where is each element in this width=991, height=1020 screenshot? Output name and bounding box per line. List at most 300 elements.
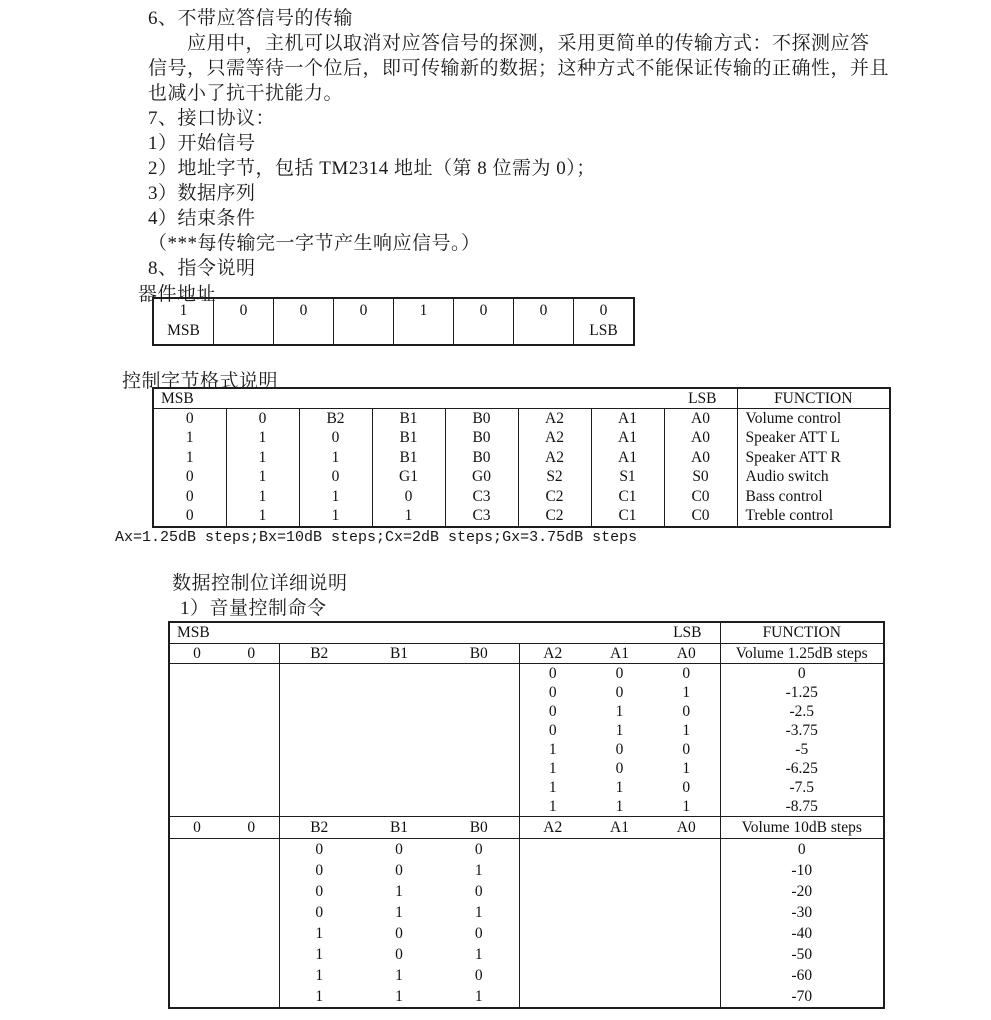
bit-cell: B0 <box>445 409 518 429</box>
bit-cell <box>279 740 359 759</box>
bit-cell: 0 <box>653 664 720 684</box>
bit-cell <box>224 683 279 702</box>
control-format-table <box>152 387 891 528</box>
table-row <box>169 839 884 861</box>
bit-cell: 0 <box>548 664 557 682</box>
bit-cell: 1 <box>226 429 299 449</box>
msb-lsb-wrap <box>154 390 737 408</box>
table-row <box>153 448 890 468</box>
bit-cell: A0 <box>664 409 737 429</box>
bit-cell: 0 <box>439 881 519 902</box>
bit-cell: 1 <box>395 966 403 984</box>
bit-cell: 0 <box>615 759 624 777</box>
bit-cell: S0 <box>664 468 737 488</box>
device-address-table <box>152 297 635 346</box>
bit-cell: 1 <box>615 797 624 815</box>
function-cell: Bass control <box>737 487 890 507</box>
bit-cell: 0 <box>315 903 324 921</box>
bit-cell: 1 <box>395 987 403 1005</box>
bit-cell: 1 <box>315 945 324 963</box>
bit-cell <box>519 839 586 861</box>
bit-position-label: LSB <box>589 322 618 339</box>
bit-value: 0 <box>299 302 308 319</box>
bit-cell: 1 <box>548 797 557 815</box>
bit-cell <box>586 944 653 965</box>
device-address-title: 器件地址 <box>138 284 217 305</box>
bit-label-row <box>169 644 884 664</box>
bit-cell <box>439 797 519 817</box>
detail-title: 数据控制位详细说明 <box>172 573 348 594</box>
table-row <box>169 759 884 778</box>
table-row <box>153 409 890 429</box>
bit-label-cell: B2 <box>279 644 359 664</box>
bit-cell: C2 <box>518 487 591 507</box>
bit-cell: 0 <box>548 683 557 701</box>
volume-control-table <box>168 621 885 1009</box>
bit-cell: 0 <box>653 778 720 797</box>
bit-cell <box>224 702 279 721</box>
msb-label: MSB <box>177 624 210 641</box>
bit-label-cell: 0 <box>169 644 224 664</box>
table-row <box>169 721 884 740</box>
bit-cell <box>224 839 279 861</box>
bit-cell <box>574 298 635 345</box>
bit-cell: 0 <box>653 740 720 759</box>
control-format-title: 控制字节格式说明 <box>122 371 279 392</box>
bit-cell <box>653 965 720 986</box>
bit-label-cell: A1 <box>586 817 653 839</box>
function-cell: -8.75 <box>720 797 884 817</box>
bit-cell <box>169 759 224 778</box>
bit-cell: 1 <box>395 903 403 921</box>
bit-cell <box>439 721 519 740</box>
function-cell: -70 <box>720 986 884 1008</box>
bit-cell: 1 <box>315 924 324 942</box>
bit-cell: 0 <box>615 664 624 682</box>
table-header-row <box>153 388 890 409</box>
bit-cell: 0 <box>548 721 557 739</box>
lsb-label: LSB <box>673 624 702 641</box>
bit-cell: 1 <box>299 487 372 507</box>
bit-cell <box>439 778 519 797</box>
msb-lsb-header-cell <box>169 622 720 644</box>
bit-cell: 0 <box>372 487 445 507</box>
bit-cell: 0 <box>653 702 720 721</box>
bit-cell <box>224 778 279 797</box>
bit-cell <box>519 860 586 881</box>
bit-cell <box>214 298 274 345</box>
function-label-cell: Volume 10dB steps <box>720 817 884 839</box>
bit-cell <box>169 839 224 861</box>
bit-cell: B1 <box>372 409 445 429</box>
bit-cell: 1 <box>615 721 624 739</box>
bit-cell: 1 <box>615 778 624 796</box>
bit-cell: 0 <box>153 487 226 507</box>
bit-cell <box>359 778 439 797</box>
bit-cell: 1 <box>653 683 720 702</box>
bit-cell <box>439 683 519 702</box>
bit-cell <box>586 965 653 986</box>
body-text <box>148 6 889 281</box>
bit-cell: A1 <box>591 409 664 429</box>
bit-cell: C1 <box>591 487 664 507</box>
bit-label-row <box>169 817 884 839</box>
steps-footnote: Ax=1.25dB steps;Bx=10dB steps;Cx=2dB steps;Gx=3.75dB steps <box>115 529 638 546</box>
bit-cell <box>359 683 439 702</box>
bit-cell <box>279 683 359 702</box>
text-line: 2）地址字节，包括 TM2314 地址（第 8 位需为 0）； <box>148 158 596 179</box>
bit-cell <box>653 986 720 1008</box>
bit-cell <box>653 860 720 881</box>
bit-cell: 1 <box>315 966 324 984</box>
bit-cell <box>169 902 224 923</box>
function-cell: -1.25 <box>720 683 884 702</box>
text-line: 7、接口协议： <box>148 108 276 129</box>
bit-label-cell: B0 <box>439 644 519 664</box>
control-format-body <box>153 388 890 527</box>
function-cell: 0 <box>720 839 884 861</box>
bit-cell <box>519 902 586 923</box>
bit-cell: 1 <box>395 882 403 900</box>
detail-subtitle: 1）音量控制命令 <box>180 598 327 619</box>
bit-cell: 1 <box>299 448 372 468</box>
bit-cell: 1 <box>299 507 372 528</box>
bit-cell: 0 <box>299 429 372 449</box>
bit-cell: 1 <box>439 902 519 923</box>
bit-position-label <box>214 321 273 342</box>
bit-cell <box>169 778 224 797</box>
function-cell: -2.5 <box>720 702 884 721</box>
bit-cell <box>224 759 279 778</box>
bit-label-cell: A2 <box>519 817 586 839</box>
bit-cell <box>439 740 519 759</box>
function-cell: Speaker ATT R <box>737 448 890 468</box>
bit-cell <box>653 944 720 965</box>
table-row <box>169 702 884 721</box>
function-cell: Audio switch <box>737 468 890 488</box>
text-line: 6、不带应答信号的传输 <box>148 8 354 29</box>
function-cell: -50 <box>720 944 884 965</box>
bit-cell <box>169 923 224 944</box>
table-row <box>169 902 884 923</box>
bit-cell <box>653 902 720 923</box>
bit-cell <box>224 797 279 817</box>
bit-cell <box>454 298 514 345</box>
function-cell: -40 <box>720 923 884 944</box>
bit-cell <box>169 944 224 965</box>
bit-cell: B2 <box>299 409 372 429</box>
bit-value: 0 <box>599 302 608 319</box>
bit-cell <box>279 721 359 740</box>
bit-cell: 0 <box>315 861 324 879</box>
function-cell: 0 <box>720 664 884 684</box>
bit-cell: 1 <box>153 429 226 449</box>
bit-cell: G1 <box>372 468 445 488</box>
device-address-body <box>153 298 634 345</box>
bit-cell <box>169 965 224 986</box>
function-cell: -5 <box>720 740 884 759</box>
bit-cell: 0 <box>548 702 557 720</box>
bit-cell: 0 <box>395 924 403 942</box>
bit-cell: 1 <box>315 987 324 1005</box>
table-row <box>169 965 884 986</box>
bit-cell: B0 <box>445 448 518 468</box>
function-cell: -7.5 <box>720 778 884 797</box>
bit-cell: 0 <box>439 923 519 944</box>
bit-position-label <box>454 321 513 342</box>
bit-cell: A0 <box>664 448 737 468</box>
bit-value: 0 <box>479 302 488 319</box>
bit-label-cell: 0 <box>169 817 224 839</box>
bit-cell <box>359 702 439 721</box>
bit-cell <box>359 721 439 740</box>
msb-lsb-header-cell <box>153 388 737 409</box>
bit-label-cell: 0 <box>224 817 279 839</box>
bit-cell <box>169 683 224 702</box>
bit-cell <box>359 740 439 759</box>
table-row <box>169 797 884 817</box>
function-cell: -60 <box>720 965 884 986</box>
function-label-cell: Volume 1.25dB steps <box>720 644 884 664</box>
function-cell: Speaker ATT L <box>737 429 890 449</box>
bit-cell <box>224 881 279 902</box>
bit-cell: 0 <box>226 409 299 429</box>
table-row <box>153 507 890 528</box>
table-row <box>169 740 884 759</box>
bit-cell: 1 <box>226 468 299 488</box>
bit-cell <box>519 986 586 1008</box>
msb-label: MSB <box>161 389 194 407</box>
bit-cell: 0 <box>153 468 226 488</box>
bit-cell: B1 <box>372 448 445 468</box>
bit-cell: C0 <box>664 487 737 507</box>
bit-cell <box>519 881 586 902</box>
bit-cell <box>169 860 224 881</box>
bit-cell <box>224 664 279 684</box>
bit-cell <box>394 298 454 345</box>
bit-cell <box>169 721 224 740</box>
text-line: 1）开始信号 <box>148 133 256 154</box>
bit-cell <box>514 298 574 345</box>
bit-cell: 0 <box>395 861 403 879</box>
bit-cell: A0 <box>664 429 737 449</box>
table-row <box>169 881 884 902</box>
bit-value: 1 <box>179 302 188 319</box>
bit-cell <box>169 740 224 759</box>
bit-cell <box>279 778 359 797</box>
table-row <box>153 429 890 449</box>
bit-cell <box>653 881 720 902</box>
bit-label-cell: B2 <box>279 817 359 839</box>
volume-control-body <box>169 622 884 1008</box>
bit-cell: C0 <box>664 507 737 528</box>
function-cell: -6.25 <box>720 759 884 778</box>
bit-value: 0 <box>239 302 248 319</box>
bit-cell: 0 <box>153 507 226 528</box>
bit-position-label: MSB <box>167 322 200 339</box>
function-header-cell: FUNCTION <box>720 622 884 644</box>
table-row <box>169 683 884 702</box>
bit-label-cell: A0 <box>653 817 720 839</box>
table-row <box>169 778 884 797</box>
bit-cell <box>169 797 224 817</box>
bit-cell <box>586 860 653 881</box>
bit-value: 0 <box>359 302 368 319</box>
bit-cell: 1 <box>653 721 720 740</box>
bit-cell <box>224 965 279 986</box>
bit-cell <box>279 759 359 778</box>
bit-cell <box>169 881 224 902</box>
text-line: 8、指令说明 <box>148 258 256 279</box>
bit-cell: 1 <box>548 778 557 796</box>
function-header-cell: FUNCTION <box>737 388 890 409</box>
bit-cell <box>224 860 279 881</box>
bit-cell: C2 <box>518 507 591 528</box>
bit-cell: A2 <box>518 429 591 449</box>
bit-cell: A2 <box>518 448 591 468</box>
bit-position-label <box>274 321 333 342</box>
bit-cell: 1 <box>226 448 299 468</box>
bit-cell <box>586 839 653 861</box>
bit-cell: A1 <box>591 448 664 468</box>
bit-cell <box>224 944 279 965</box>
bit-cell <box>279 664 359 684</box>
bit-label-cell: A2 <box>519 644 586 664</box>
table-row <box>169 923 884 944</box>
bit-cell: 1 <box>372 507 445 528</box>
bit-cell <box>279 702 359 721</box>
function-cell: -20 <box>720 881 884 902</box>
bit-cell: 1 <box>153 448 226 468</box>
bit-cell <box>169 664 224 684</box>
bit-cell <box>279 797 359 817</box>
bit-cell <box>334 298 394 345</box>
lsb-label: LSB <box>688 389 717 407</box>
function-cell: Treble control <box>737 507 890 528</box>
text-line: 应用中，主机可以取消对应答信号的探测，采用更简单的传输方式：不探测应答 <box>187 33 870 54</box>
bit-position-label <box>394 321 453 342</box>
bit-cell <box>224 740 279 759</box>
bit-label-cell: A1 <box>586 644 653 664</box>
table-row <box>153 468 890 488</box>
function-cell: -3.75 <box>720 721 884 740</box>
bit-cell <box>519 965 586 986</box>
bit-cell <box>586 902 653 923</box>
text-line: （***每传输完一字节产生响应信号。） <box>148 233 481 254</box>
bit-position-label <box>514 321 573 342</box>
bit-cell: 1 <box>226 507 299 528</box>
bit-value: 1 <box>419 302 428 319</box>
bit-label-cell: A0 <box>653 644 720 664</box>
bit-cell: G0 <box>445 468 518 488</box>
bit-cell: 0 <box>315 882 324 900</box>
function-cell: -10 <box>720 860 884 881</box>
bit-cell: 1 <box>226 487 299 507</box>
bit-cell: 0 <box>439 839 519 861</box>
text-line: 也减小了抗干扰能力。 <box>148 83 344 104</box>
bit-cell <box>586 923 653 944</box>
bit-position-label <box>334 321 393 342</box>
table-row <box>169 860 884 881</box>
bit-cell: C1 <box>591 507 664 528</box>
bit-cell: 0 <box>153 409 226 429</box>
bit-cell <box>359 797 439 817</box>
bit-value: 0 <box>539 302 548 319</box>
bit-cell: B0 <box>445 429 518 449</box>
bit-cell: C3 <box>445 507 518 528</box>
bit-cell: 1 <box>653 759 720 778</box>
bit-label-cell: B1 <box>359 644 439 664</box>
bit-cell: 0 <box>615 740 624 758</box>
table-row <box>153 298 634 345</box>
table-row <box>169 664 884 684</box>
bit-cell <box>224 902 279 923</box>
bit-cell <box>653 923 720 944</box>
function-cell: -30 <box>720 902 884 923</box>
function-cell: Volume control <box>737 409 890 429</box>
text-line: 3）数据序列 <box>148 183 256 204</box>
bit-label-cell: B0 <box>439 817 519 839</box>
bit-cell <box>359 759 439 778</box>
bit-cell: 0 <box>395 840 403 858</box>
text-line: 信号，只需等待一个位后，即可传输新的数据；这种方式不能保证传输的正确性，并且 <box>148 58 890 79</box>
bit-cell <box>153 298 214 345</box>
bit-cell <box>519 923 586 944</box>
bit-cell: B1 <box>372 429 445 449</box>
bit-cell: C3 <box>445 487 518 507</box>
bit-cell <box>169 986 224 1008</box>
table-row <box>169 986 884 1008</box>
bit-cell: 0 <box>395 945 403 963</box>
bit-cell <box>653 839 720 861</box>
bit-cell <box>439 702 519 721</box>
table-row <box>153 487 890 507</box>
bit-cell: 1 <box>548 759 557 777</box>
bit-cell: S1 <box>591 468 664 488</box>
bit-cell <box>274 298 334 345</box>
msb-lsb-wrap <box>170 624 720 642</box>
bit-cell: 1 <box>439 860 519 881</box>
bit-cell <box>224 986 279 1008</box>
bit-label-cell: B1 <box>359 817 439 839</box>
bit-cell: 0 <box>615 683 624 701</box>
bit-cell <box>586 881 653 902</box>
bit-cell: 1 <box>439 944 519 965</box>
bit-cell: 1 <box>439 986 519 1008</box>
bit-cell: 1 <box>615 702 624 720</box>
text-line: 4）结束条件 <box>148 208 256 229</box>
bit-cell: 0 <box>315 840 324 858</box>
bit-cell <box>224 923 279 944</box>
bit-cell: S2 <box>518 468 591 488</box>
bit-cell <box>439 664 519 684</box>
bit-label-cell: 0 <box>224 644 279 664</box>
bit-cell <box>359 664 439 684</box>
bit-cell: 0 <box>299 468 372 488</box>
bit-cell: A1 <box>591 429 664 449</box>
bit-cell <box>519 944 586 965</box>
bit-cell: 1 <box>653 797 720 817</box>
bit-cell: 0 <box>439 965 519 986</box>
bit-cell <box>439 759 519 778</box>
bit-cell <box>169 702 224 721</box>
bit-cell <box>224 721 279 740</box>
bit-cell: A2 <box>518 409 591 429</box>
bit-cell <box>586 986 653 1008</box>
table-row <box>169 944 884 965</box>
bit-cell: 1 <box>548 740 557 758</box>
table-header-row <box>169 622 884 644</box>
